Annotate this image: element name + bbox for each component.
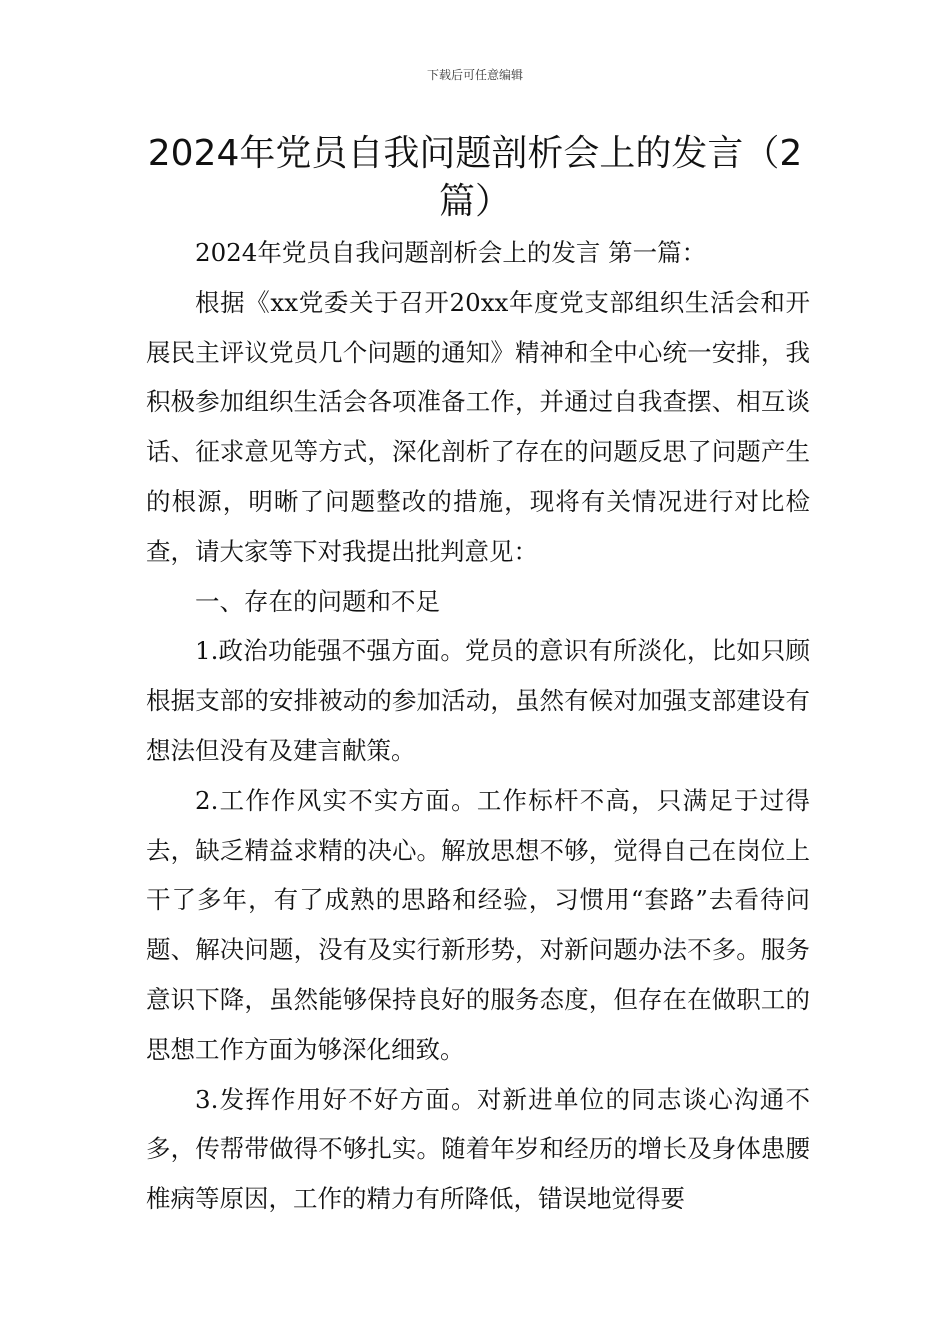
section-heading-first: 2024年党员自我问题剖析会上的发言 第一篇： [195, 238, 707, 267]
intro-paragraph: 根据《xx党委关于召开20xx年度党支部组织生活会和开展民主评议党员几个问题的通知》精神和全中心统一安排，我积极参加组织生活会各项准备工作，并通过自我查摆、相互谈话、征求意见等方式，深化剖析了存在的问题反思了问题产生的根源，明晰了问题整改的措施，现将有关情况进行对比检查，请大家等下对我提出批判意见： [146, 287, 810, 566]
header-note: 下载后可任意编辑 [426, 68, 523, 82]
problem-item-2: 2.工作作风实不实方面。工作标杆不高，只满足于过得去，缺乏精益求精的决心。解放思想不够，觉得自己在岗位上干了多年，有了成熟的思路和经验，习惯用“套路”去看待问题、解决问题，没有及实行新形势，对新问题办法不多。服务意识下降，虽然能够保持良好的服务态度，但存在在做职工的思想工作方面为够深化细致。 [146, 785, 810, 1064]
section-heading-problems: 一、存在的问题和不足 [195, 586, 440, 616]
document-body [146, 228, 810, 1224]
document-title: 2024年党员自我问题剖析会上的发言（2篇） [147, 133, 803, 222]
problem-item-3: 3.发挥作用好不好方面。对新进单位的同志谈心沟通不多，传帮带做得不够扎实。随着年岁和经历的增长及身体患腰椎病等原因，工作的精力有所降低，错误地觉得要 [146, 1084, 810, 1214]
problem-item-1: 1.政治功能强不强方面。党员的意识有所淡化，比如只顾根据支部的安排被动的参加活动，虽然有候对加强支部建设有想法但没有及建言献策。 [146, 636, 810, 765]
